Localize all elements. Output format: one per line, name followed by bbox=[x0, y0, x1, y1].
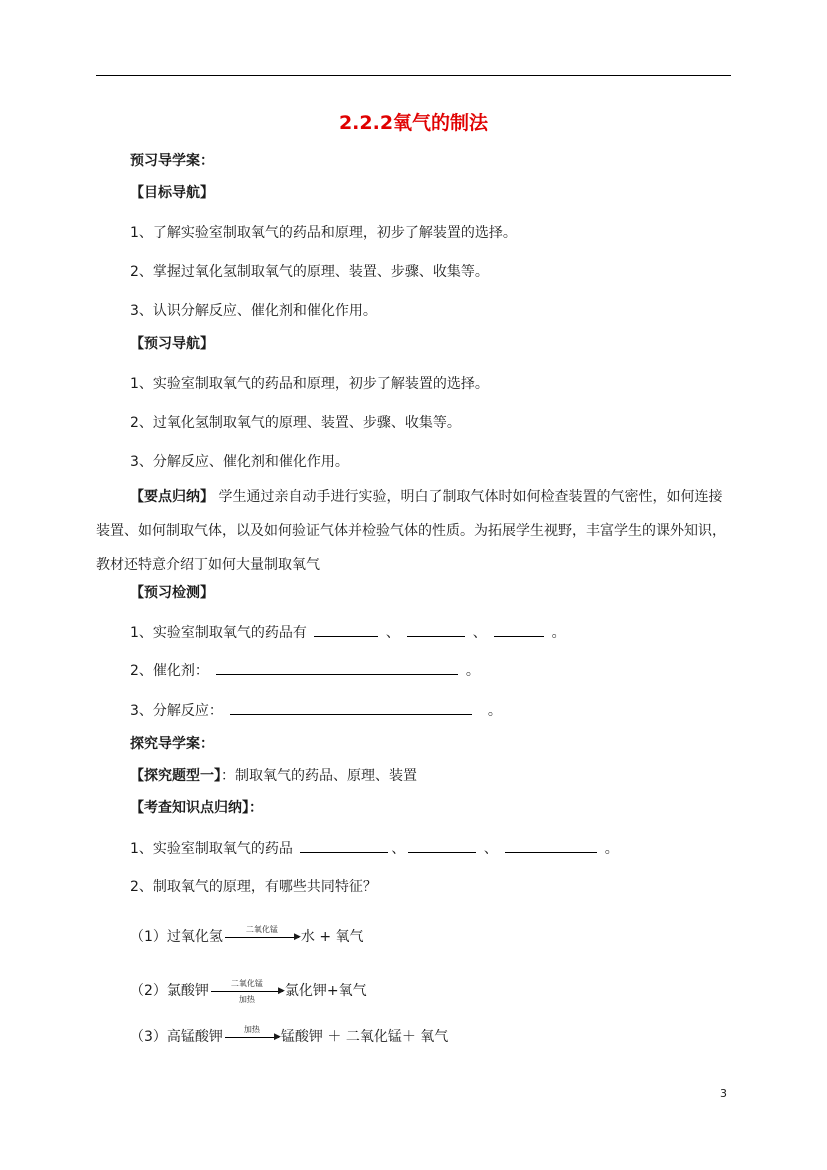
preview-check-heading: 【预习检测】 bbox=[130, 585, 214, 601]
product: 氯化钾+氧气 bbox=[284, 983, 367, 999]
arrow-condition-below: 加热 bbox=[238, 994, 255, 1004]
page-title: 2.2.2氧气的制法 bbox=[338, 112, 489, 134]
answer-blank[interactable] bbox=[300, 840, 388, 853]
explore-q2: 2、制取氧气的原理，有哪些共同特征？ bbox=[130, 879, 377, 895]
reaction-arrow-icon: 二氧化锰 ▶ 加热 bbox=[211, 991, 283, 992]
separator: 、 bbox=[391, 841, 406, 857]
reaction-2 bbox=[130, 978, 367, 1004]
answer-blank[interactable] bbox=[230, 702, 472, 715]
separator: 、 bbox=[385, 625, 400, 641]
preview-check-q2 bbox=[130, 660, 480, 680]
goal-nav-item: 3、认识分解反应、催化剂和催化作用。 bbox=[130, 303, 377, 319]
preview-nav-heading: 【预习导航】 bbox=[130, 336, 214, 352]
preview-nav-item: 1、实验室制取氧气的药品和原理，初步了解装置的选择。 bbox=[130, 376, 489, 392]
period: 。 bbox=[487, 703, 502, 719]
arrow-condition-above: 加热 bbox=[243, 1024, 260, 1034]
period: 。 bbox=[465, 663, 480, 679]
key-points-label: 【要点归纳】 bbox=[130, 489, 214, 505]
q3-text: 3、分解反应： bbox=[130, 703, 223, 719]
separator: 、 bbox=[472, 625, 487, 641]
period: 。 bbox=[604, 841, 619, 857]
explore-type-label: 【探究题型一】 bbox=[130, 768, 221, 784]
goal-nav-heading: 【目标导航】 bbox=[130, 185, 214, 201]
q1-text: 1、实验室制取氧气的药品有 bbox=[130, 625, 307, 641]
reaction-arrow-icon: 二氧化锰 ▶ bbox=[225, 937, 299, 938]
preview-header: 预习导学案： bbox=[130, 153, 214, 169]
reactant: （1）过氧化氢 bbox=[130, 929, 223, 945]
preview-nav-item: 2、过氧化氢制取氧气的原理、装置、步骤、收集等。 bbox=[130, 415, 461, 431]
arrow-condition-above: 二氧化锰 bbox=[245, 924, 278, 934]
reaction-3 bbox=[130, 1026, 448, 1046]
header-rule bbox=[96, 75, 731, 76]
preview-nav-item: 3、分解反应、催化剂和催化作用。 bbox=[130, 454, 349, 470]
reactant: （2）氯酸钾 bbox=[130, 983, 209, 999]
separator: 、 bbox=[483, 841, 498, 857]
reaction-arrow-icon: 加热 ▶ bbox=[225, 1037, 279, 1038]
goal-nav-item: 1、了解实验室制取氧气的药品和原理，初步了解装置的选择。 bbox=[130, 225, 517, 241]
product: 锰酸钾 ＋ 二氧化锰＋ 氧气 bbox=[280, 1029, 449, 1045]
period: 。 bbox=[551, 625, 566, 641]
key-points-paragraph bbox=[96, 480, 736, 582]
explore-header: 探究导学案： bbox=[130, 736, 214, 752]
reaction-1 bbox=[130, 926, 364, 946]
explore-q1 bbox=[130, 838, 619, 858]
answer-blank[interactable] bbox=[494, 624, 544, 637]
knowledge-header: 【考查知识点归纳】： bbox=[130, 800, 263, 816]
explore-type-line bbox=[130, 765, 417, 785]
goal-nav-item: 2、掌握过氧化氢制取氧气的原理、装置、步骤、收集等。 bbox=[130, 264, 489, 280]
key-points-text: 学生通过亲自动手进行实验，明白了制取气体时如何检查装置的气密性，如何连接装置、如何制取气体，以及如何验证气体并检验气体的性质。为拓展学生视野，丰富学生的课外知识，教材还特意介绍丁如何大量制取氧气 bbox=[96, 489, 726, 573]
explore-type-text: ：制取氧气的药品、原理、装置 bbox=[221, 768, 417, 784]
arrow-condition-above: 二氧化锰 bbox=[230, 978, 263, 988]
page-number: 3 bbox=[720, 1087, 727, 1100]
q2-text: 2、催化剂： bbox=[130, 663, 209, 679]
answer-blank[interactable] bbox=[407, 624, 465, 637]
product: 水 + 氧气 bbox=[300, 929, 364, 945]
reactant: （3）高锰酸钾 bbox=[130, 1029, 223, 1045]
preview-check-q3 bbox=[130, 700, 502, 720]
answer-blank[interactable] bbox=[216, 662, 458, 675]
explore-q1-text: 1、实验室制取氧气的药品 bbox=[130, 841, 293, 857]
answer-blank[interactable] bbox=[505, 840, 597, 853]
preview-check-q1 bbox=[130, 622, 566, 642]
answer-blank[interactable] bbox=[314, 624, 378, 637]
answer-blank[interactable] bbox=[408, 840, 476, 853]
